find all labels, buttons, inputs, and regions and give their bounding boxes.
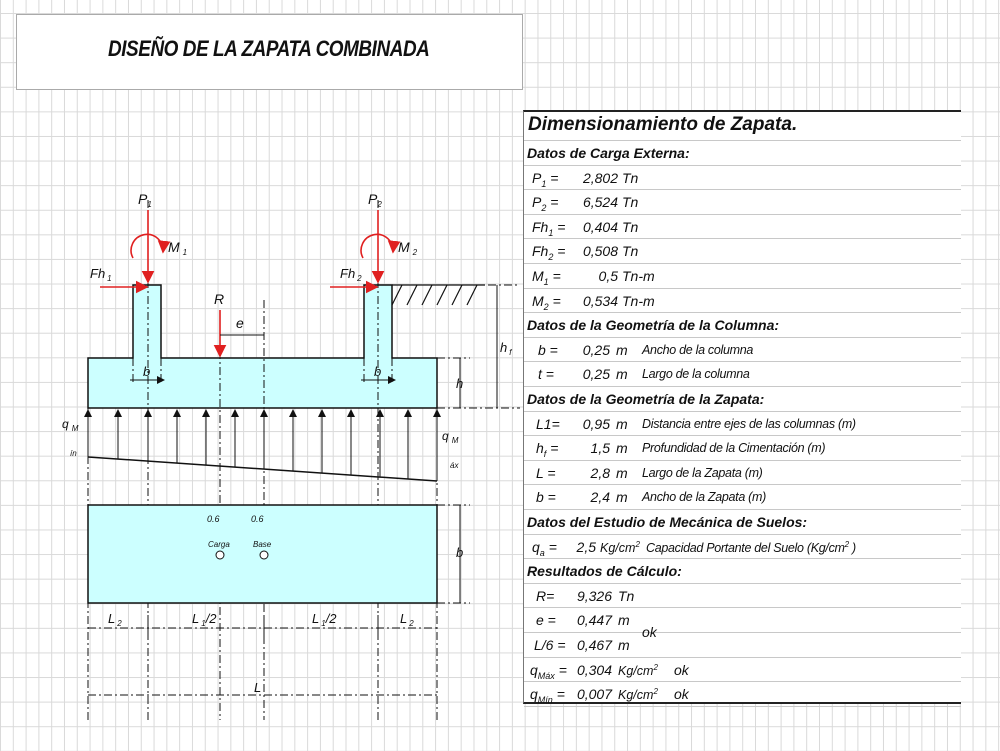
columna-row [524,362,961,387]
result-label: e = [536,612,556,629]
zapata-unit: m [616,415,628,432]
zapata-unit: m [616,440,628,457]
carga-label: $M_2$ = [532,292,561,312]
result-row [524,608,961,641]
suelo-label: $q_a$ = [532,538,557,558]
carga-value: 0,5 [598,268,618,284]
label-M1: M $_1$ [168,239,188,257]
q-result-status: ok [674,686,689,703]
dim-L1-half-2: L $_1$/2 [312,611,337,628]
columna-unit: m [616,366,628,383]
suelo-unit: $Kg/cm^2$ [600,539,640,555]
plan-label-b: b [456,545,464,560]
zapata-label: b = [536,489,556,506]
plan-label-carga: Carga [208,540,230,549]
footing-elevation [88,285,437,408]
label-P1: $P_1$ [138,191,152,209]
section-columna: Datos de la Geometría de la Columna: [527,317,780,334]
dim-L2-right: L $_2$ [400,611,414,628]
suelo-row [524,535,961,560]
label-M2: M $_2$ [398,239,418,257]
carga-unit: Tn [622,194,639,211]
carga-unit: Tn-m [622,292,655,309]
q-result-label: $q_{Mín}$ = [530,686,565,705]
result-value: 9,326 [576,587,612,604]
zapata-row [524,461,961,486]
section-resultados: Resultados de Cálculo: [527,563,682,580]
axis-lines [88,200,520,720]
q-result-unit: $Kg/cm^2$ [618,662,658,678]
carga-row [524,289,961,314]
result-label: L/6 = [534,637,566,653]
plan-label-base: Base [253,540,272,549]
label-hf: h $_f$ [500,340,512,357]
q-result-row [524,682,961,707]
section-suelos: Datos del Estudio de Mecánica de Suelos: [527,514,808,530]
zapata-value: 1,5 [590,440,610,457]
label-Fh2: Fh $_2$ [340,266,362,283]
carga-unit: Tn [622,243,639,260]
dim-L: L [254,680,262,695]
section-row [524,387,961,412]
section-row [524,510,961,535]
columna-desc: Largo de la columna [642,367,750,382]
label-b-right: b [374,364,382,379]
results-panel [523,110,961,704]
carga-row [524,264,961,289]
section-row [524,313,961,338]
label-qmax-left-sub2: ín [70,449,77,458]
zapata-label: $h_f$ = [536,440,559,459]
panel-heading: Dimensionamiento de Zapata. [528,114,798,135]
zapata-label: L1= [536,415,560,432]
load-center-marker [216,551,224,559]
label-qmax-left: q $_M$ [62,417,79,433]
suelo-value: 2,5 [576,538,596,555]
zapata-row [524,412,961,437]
carga-unit: Tn [622,169,639,186]
zapata-value: 2,4 [590,489,610,506]
columna-value: 0,25 [582,366,610,383]
carga-unit: Tn [622,218,639,235]
dim-L1-half-1: L $_1$/2 [192,611,217,628]
carga-row [524,215,961,240]
carga-value: 0,508 [582,243,618,260]
columna-label: b = [538,341,558,358]
carga-label: $P_2$ = [532,194,559,213]
label-R: R [214,291,225,307]
carga-value: 0,534 [582,292,618,309]
zapata-label: L = [536,464,556,481]
result-value: 0,467 [576,637,612,653]
base-center-marker [260,551,268,559]
q-result-status: ok [674,661,689,678]
carga-row [524,190,961,215]
carga-row [524,166,961,191]
columna-label: t = [538,366,554,383]
result-unit: m [618,637,630,653]
zapata-desc: Profundidad de la Cimentación (m) [642,441,826,456]
section-row [524,559,961,584]
section-zapata: Datos de la Geometría de la Zapata: [527,391,765,407]
columna-desc: Ancho de la columna [642,342,754,357]
label-e: e [236,315,244,331]
zapata-desc: Ancho de la Zapata (m) [642,490,767,505]
carga-label: $Fh_1$ = [532,218,566,238]
result-row [524,584,961,609]
result-row [524,633,961,658]
label-h: h [456,376,464,391]
result-unit: m [618,612,630,629]
ground-hatch [392,285,485,305]
q-result-unit: $Kg/cm^2$ [618,687,658,703]
panel-heading-row [524,112,961,141]
carga-value: 2,802 [582,169,618,186]
q-result-label: $q_{Máx}$ = [530,661,567,681]
plan-value-1: 0.6 [207,514,220,524]
columna-value: 0,25 [582,341,610,358]
carga-unit: Tn-m [622,268,655,284]
pressure-arrows [88,410,437,481]
label-b-left: b [143,364,151,379]
plan-value-2: 0.6 [251,514,264,524]
section-row [524,141,961,166]
zapata-unit: m [616,464,628,481]
label-qmin-right-sub2: áx [450,461,459,470]
result-label: R= [536,587,555,604]
carga-value: 0,404 [582,218,618,235]
q-result-row [524,658,961,683]
q-result-value: 0,007 [576,686,612,703]
result-value: 0,447 [576,612,612,629]
carga-row [524,239,961,264]
label-qmin-right: q $_M$ [442,429,459,445]
zapata-row [524,485,961,510]
carga-label: $P_1$ = [532,169,559,189]
carga-label: $M_1$ = [532,268,561,287]
zapata-desc: Distancia entre ejes de las columnas (m) [642,416,856,431]
label-P2: $P_2$ [368,191,382,209]
zapata-desc: Largo de la Zapata (m) [642,465,763,480]
dim-L2-left: L $_2$ [108,611,122,628]
ok-e-label: ok [642,624,657,641]
suelo-desc: Capacidad Portante del Suelo ($Kg/cm^2$ ) [646,539,856,555]
zapata-value: 2,8 [590,464,610,481]
zapata-row [524,436,961,461]
zapata-value: 0,95 [582,415,610,432]
columna-unit: m [616,341,628,358]
carga-value: 6,524 [582,194,618,211]
columna-row [524,338,961,363]
label-Fh1: Fh $_1$ [90,266,112,283]
result-unit: Tn [618,587,635,604]
page-title: DISEÑO DE LA ZAPATA COMBINADA [108,36,430,61]
q-result-value: 0,304 [576,661,612,678]
zapata-unit: m [616,489,628,506]
section-carga: Datos de Carga Externa: [527,145,690,161]
carga-label: $Fh_2$ = [532,243,566,263]
